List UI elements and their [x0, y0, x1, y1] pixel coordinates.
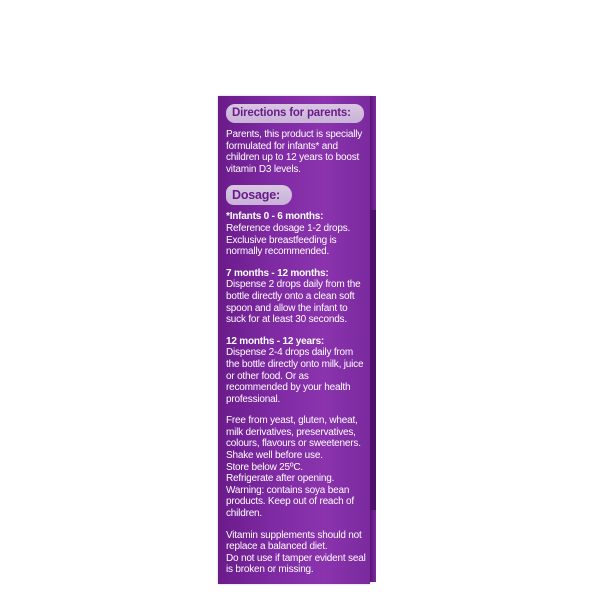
tamper-disclaimer: Do not use if tamper evident seal is broken or missing.: [226, 552, 366, 576]
free-from-text: Free from yeast, gluten, wheat, milk derivatives, preservatives, colours, flavours or sweeteners.: [226, 415, 361, 450]
disclaimer: [226, 530, 368, 576]
shake-text: Shake well before use.: [226, 450, 323, 462]
dosage-text-7-12-months: Dispense 2 drops daily from the bottle directly onto a clean soft spoon and allow the infant to suck for at least 30 seconds.: [226, 279, 361, 326]
directions-title: Directions for parents:: [226, 104, 364, 123]
storage-notes: [226, 415, 368, 519]
directions-text: Parents, this product is specially formulated for infants* and children up to 12 years to boost vitamin D3 levels.: [226, 129, 363, 175]
dosage-section-12-months-12-years: [226, 336, 368, 406]
dosage-heading-7-12-months: 7 months - 12 months:: [226, 267, 329, 279]
dosage-section-7-12-months: [226, 268, 368, 326]
supplements-disclaimer: Vitamin supplements should not replace a balanced diet.: [226, 529, 362, 553]
store-text: Store below 25ºC.: [226, 461, 303, 473]
refrigerate-text: Refrigerate after opening.: [226, 473, 335, 485]
dosage-heading-12-months-12-years: 12 months - 12 years:: [226, 335, 325, 347]
dosage-section-infants: [226, 211, 368, 257]
dosage-text-infants: Reference dosage 1-2 drops. Exclusive breastfeeding is normally recommended.: [226, 222, 351, 258]
warning-text: Warning: contains soya bean products. Keep out of reach of children.: [226, 484, 354, 520]
dosage-text-12-months-12-years: Dispense 2-4 drops daily from the bottle directly onto milk, juice or other food. Or as recommended by your health professional.: [226, 347, 364, 405]
label-content: [226, 104, 368, 586]
product-box-edge-shadow: [370, 210, 376, 510]
dosage-heading-infants: *Infants 0 - 6 months:: [226, 211, 324, 223]
dosage-title: Dosage:: [226, 185, 292, 205]
